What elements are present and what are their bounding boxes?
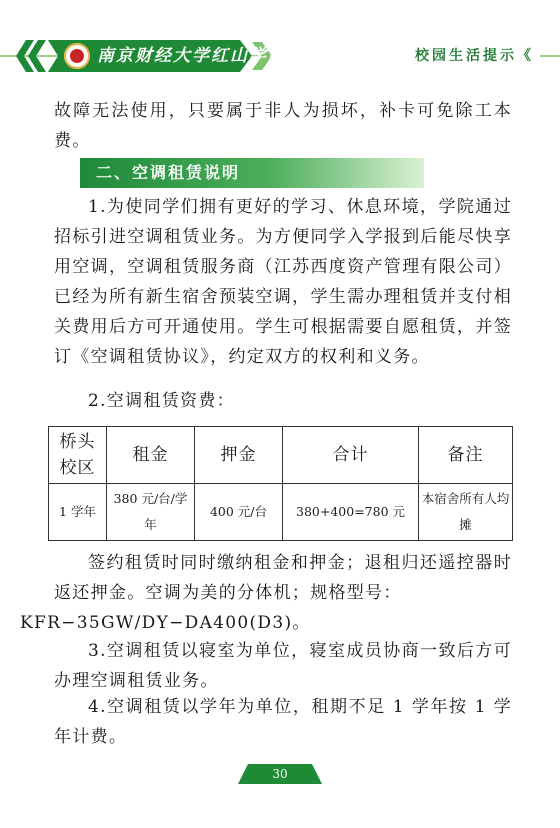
section-heading (80, 158, 424, 188)
section-heading-text: 二、空调租赁说明 (96, 163, 241, 182)
paragraph-4: 3.空调租赁以寝室为单位，寝室成员协商一致后方可办理空调租赁业务。 (54, 641, 512, 691)
table-header-row (49, 427, 513, 484)
model-number: KFR−35GW/DY−DA400(D3)。 (20, 613, 311, 633)
table-row (49, 484, 513, 541)
paragraph-intro: 故障无法使用，只要属于非人为损坏，补卡可免除工本费。 (54, 101, 512, 151)
paragraph-1: 1.为使同学们拥有更好的学习、休息环境，学院通过招标引进空调租赁业务。为方便同学入学报到后能尽快享用空调，空调租赁服务商（江苏西度资产管理有限公司）已经为所有新生宿舍预装空调，学生需办理租赁并支付相关费用后方可开通使用。学生可根据需要自愿租赁，并签订《空调租赁协议》，约定双方的权利和义务。 (54, 197, 512, 367)
table-header-cell: 合计 (283, 427, 419, 484)
page-header (0, 0, 560, 92)
table-header-cell: 押金 (195, 427, 283, 484)
paragraph-3-text: 签约租赁时同时缴纳租金和押金；退租归还遥控器时返还押金。空调为美的分体机；规格型号： (54, 553, 512, 603)
table-header-cell: 备注 (419, 427, 513, 484)
college-seal-icon (64, 43, 90, 69)
paragraph-3 (20, 548, 512, 638)
paragraph-2: 2.空调租赁资费： (88, 391, 235, 411)
table-cell: 400 元/台 (195, 484, 283, 541)
table-cell: 本宿舍所有人均摊 (419, 484, 513, 541)
table-cell: 1 学年 (49, 484, 107, 541)
paragraph-5: 4.空调租赁以学年为单位，租期不足 1 学年按 1 学年计费。 (54, 697, 512, 747)
table-cell: 380+400=780 元 (283, 484, 419, 541)
table-header-cell: 桥头校区 (49, 427, 107, 484)
section-title: 校园生活提示《 (415, 48, 534, 64)
fee-table (48, 426, 513, 541)
table-header-cell: 租金 (107, 427, 195, 484)
page-number-badge (238, 764, 322, 784)
page-number: 30 (272, 767, 288, 781)
table-cell: 380 元/台/学年 (107, 484, 195, 541)
college-name: 南京财经大学红山学院 (97, 46, 287, 66)
